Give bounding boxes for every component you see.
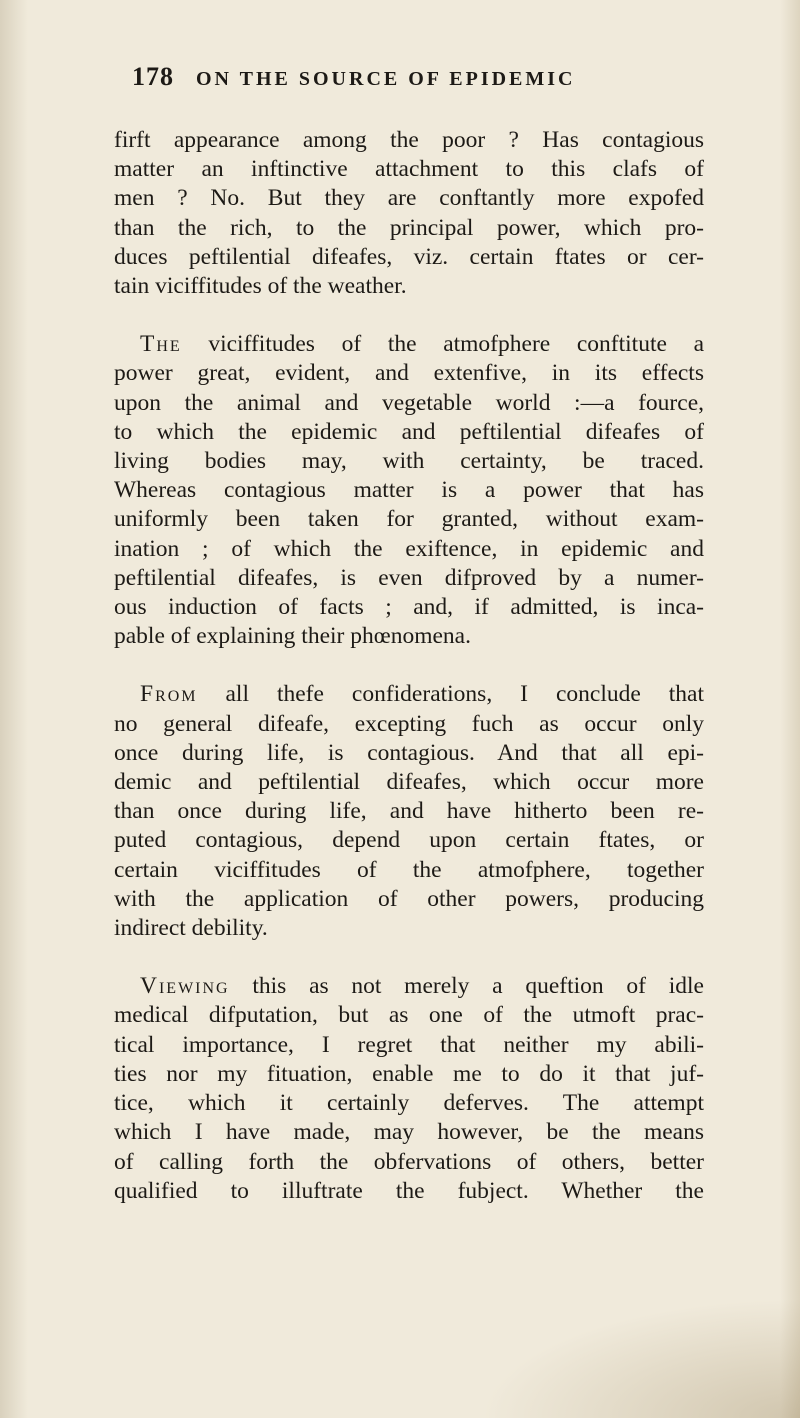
text-line: peftilential difeafes, is even difproved by a numer- [114, 564, 704, 591]
text-line: upon the animal and vegetable world :—a fource, [114, 389, 704, 416]
text-line: matter an inftinctive attachment to this clafs of [114, 156, 704, 183]
text-line: demic and peftilential difeafes, which occur more [114, 769, 704, 796]
page-number: 178 [132, 62, 174, 91]
text-line: ous induction of facts ; and, if admitted, is inca- [114, 594, 704, 621]
text-line: living bodies may, with certainty, be traced. [114, 448, 704, 475]
paragraph-3 [114, 680, 704, 943]
text-line-rest: all thefe confiderations, I conclude that [197, 681, 704, 708]
text-line: power great, evident, and extenfive, in its effects [114, 360, 704, 387]
text-line-rest: viciffitudes of the atmofphere conftitute a [181, 331, 704, 358]
text-line: firft appearance among the poor ? Has contagious [114, 127, 704, 153]
paragraph-lead-word: Viewing [140, 973, 230, 1000]
text-line: qualified to illuftrate the fubject. Whether the [114, 1177, 704, 1204]
text-line [114, 680, 704, 709]
paragraph-4 [114, 972, 704, 1206]
text-line: ination ; of which the exiftence, in epidemic and [114, 535, 704, 562]
text-line: men ? No. But they are conftantly more expofed [114, 185, 704, 212]
paper-stain [480, 1298, 800, 1418]
text-line: tain viciffitudes of the weather. [114, 273, 407, 300]
text-line: Whereas contagious matter is a power that has [114, 477, 704, 504]
text-line: to which the epidemic and peftilential difeafes of [114, 418, 704, 445]
text-line: puted contagious, depend upon certain ftates, or [114, 827, 704, 854]
paragraph-lead-word: The [140, 331, 182, 358]
text-line: ties nor my fituation, enable me to do it that juf- [114, 1060, 704, 1087]
running-head: ON THE SOURCE OF EPIDEMIC [196, 68, 576, 90]
text-line-rest: this as not merely a queftion of idle [229, 973, 704, 1000]
text-line: of calling forth the obfervations of others, better [114, 1148, 704, 1175]
body-text [114, 126, 704, 1235]
text-line: medical difputation, but as one of the utmoft prac- [114, 1002, 704, 1029]
page-edge-shadow-right [780, 0, 800, 1418]
paragraph-lead-word: From [140, 681, 198, 708]
text-line [114, 972, 704, 1001]
text-line: uniformly been taken for granted, without exam- [114, 506, 704, 533]
paragraph-1 [114, 126, 704, 301]
paragraph-2 [114, 330, 704, 651]
text-line: than once during life, and have hitherto been re- [114, 798, 704, 825]
page-header [132, 62, 692, 112]
text-line: certain viciffitudes of the atmofphere, together [114, 856, 704, 883]
text-line: once during life, is contagious. And that all epi- [114, 739, 704, 766]
text-line: which I have made, may however, be the means [114, 1119, 704, 1146]
text-line: pable of explaining their phœnomena. [114, 623, 471, 650]
text-line: duces peftilential difeafes, viz. certain ftates or cer- [114, 243, 704, 270]
text-line: than the rich, to the principal power, which pro- [114, 214, 704, 241]
text-line: tice, which it certainly deferves. The attempt [114, 1090, 704, 1117]
text-line [114, 330, 704, 359]
text-line: no general difeafe, excepting fuch as occur only [114, 710, 704, 737]
text-line: tical importance, I regret that neither my abili- [114, 1031, 704, 1058]
text-line: indirect debility. [114, 915, 268, 942]
text-line: with the application of other powers, producing [114, 885, 704, 912]
page-edge-shadow-left [0, 0, 28, 1418]
